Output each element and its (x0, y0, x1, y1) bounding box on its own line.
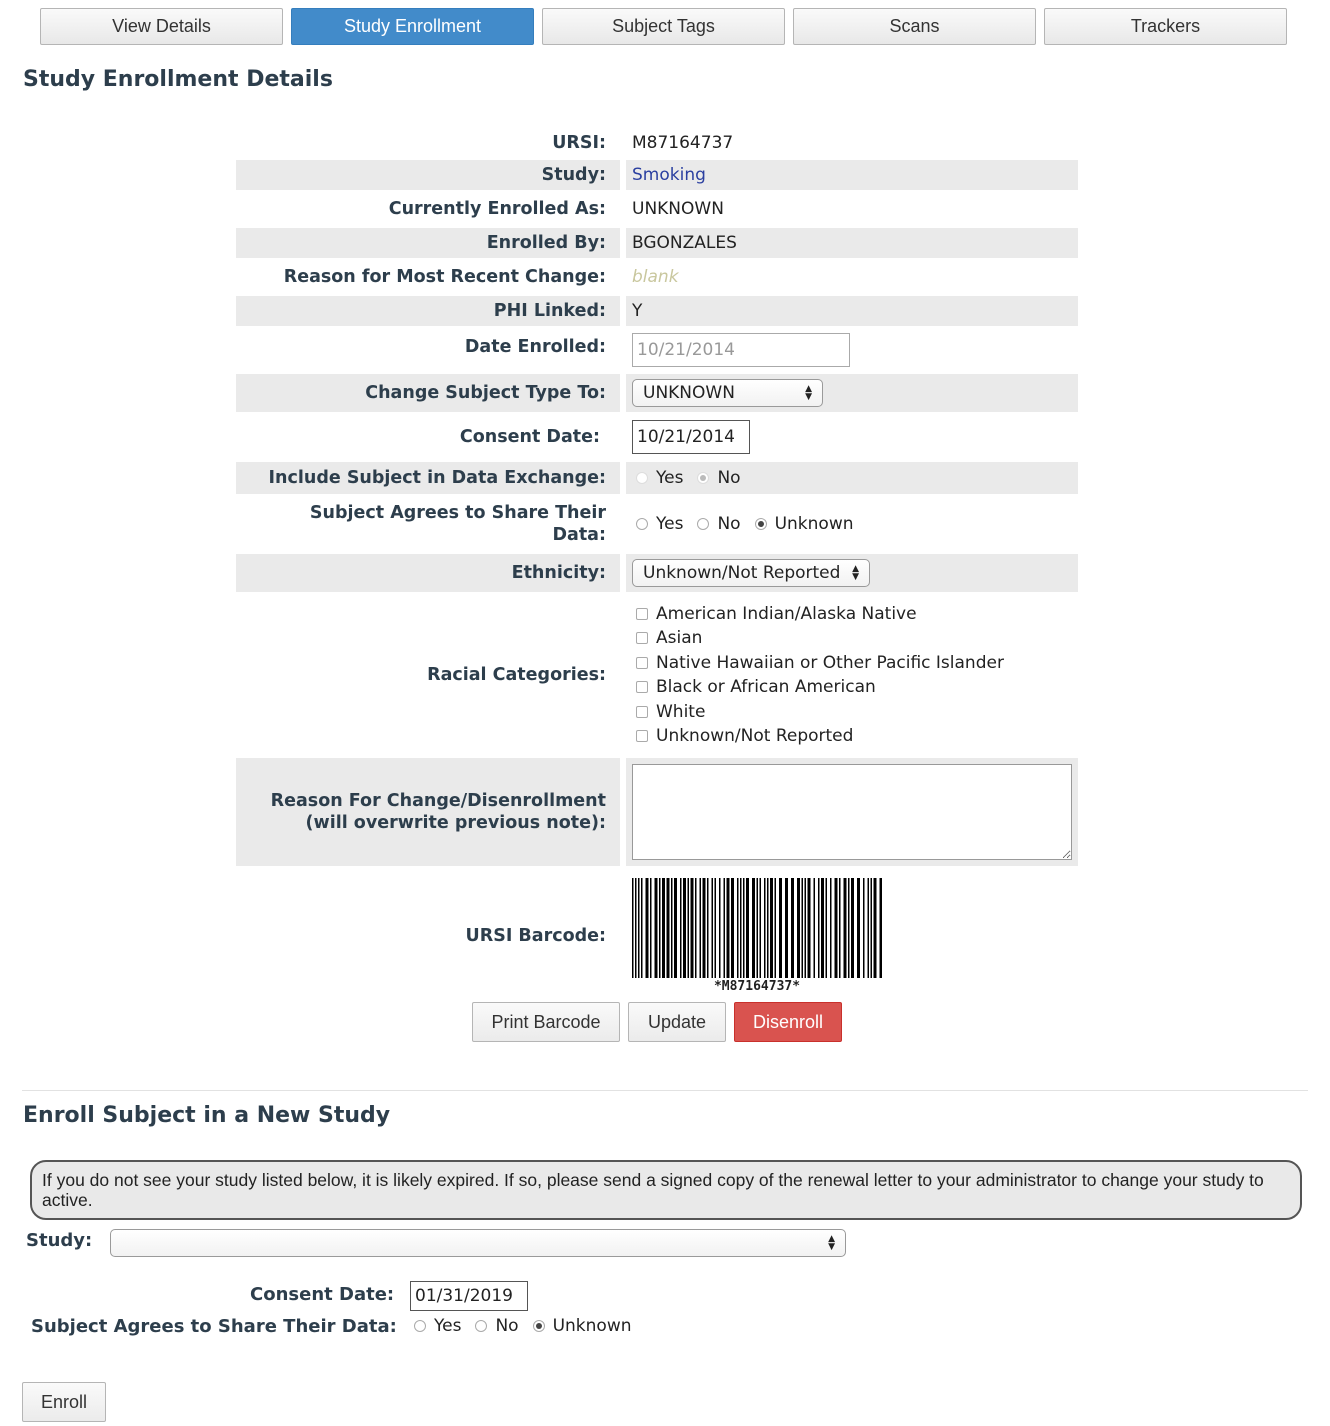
enroll-button[interactable]: Enroll (22, 1382, 106, 1422)
divider (22, 1090, 1308, 1091)
new-share-no-radio[interactable] (475, 1320, 487, 1332)
tab-bar (40, 8, 1287, 45)
tab-scans[interactable]: Scans (793, 8, 1036, 45)
enrolled-by-label: Enrolled By: (236, 228, 620, 258)
exchange-yes-radio[interactable] (636, 472, 648, 484)
exchange-no-radio[interactable] (697, 472, 709, 484)
share-no-radio[interactable] (697, 518, 709, 530)
enrollment-details-form: URSI: M87164737 Study: Smoking Currently Enrolled As: UNKNOWN Enrolled By: BGONZALES Reason for Most Recent Change: blank PHI Linked: Y Date Enrolled: 10/21/2014 Change Subject Type To: UNKNOWN ▲ ▼ Consent Date: 10/21/2014 Include Subject in Data Exchange: Yes No Subject Agrees to Share Their Data: Yes No Unknown Ethnicity: Unknown/Not Reported ▲ ▼ Racial Categories: American Indian/Alaska Native Asian Native Hawaiian or Other Pacific Islander Black or African American White Unknown/Not Reported Reason For Change/Disenrollment (will overwrite previous note): URSI Barcode: *M87164737* (236, 126, 1078, 1002)
enrolled-as-label: Currently Enrolled As: (388, 199, 606, 219)
change-type-label: Change Subject Type To: (236, 374, 620, 412)
phi-value: Y (626, 296, 1078, 326)
new-study-label: Study: (26, 1230, 93, 1251)
reason-recent-value: blank (632, 267, 679, 287)
consent-date-input[interactable]: 10/21/2014 (632, 420, 750, 454)
race-checkbox[interactable] (636, 730, 648, 742)
ethnicity-label: Ethnicity: (236, 554, 620, 592)
share-data-label: Subject Agrees to Share Their Data: (309, 503, 606, 545)
racial-categories-label: Racial Categories: (427, 665, 606, 685)
new-share-label: Subject Agrees to Share Their Data: (31, 1316, 397, 1337)
barcode-text: *M87164737* (713, 979, 801, 994)
data-exchange-label: Include Subject in Data Exchange: (236, 462, 620, 494)
race-checkbox[interactable] (636, 657, 648, 669)
date-enrolled-label: Date Enrolled: (464, 337, 606, 357)
ursi-barcode (632, 878, 882, 978)
reason-change-label: Reason For Change/Disenrollment (will overwrite previous note): (236, 758, 620, 866)
barcode-label: URSI Barcode: (465, 926, 606, 946)
expired-study-note: If you do not see your study listed below, it is likely expired. If so, please send a signed copy of the renewal letter to your administrator to change your study to active. (30, 1160, 1302, 1220)
tab-view-details[interactable]: View Details (40, 8, 283, 45)
new-consent-label: Consent Date: (250, 1284, 395, 1305)
share-unknown-radio[interactable] (755, 518, 767, 530)
reason-change-textarea[interactable] (632, 764, 1072, 860)
print-barcode-button[interactable]: Print Barcode (472, 1002, 620, 1042)
race-checkbox[interactable] (636, 681, 648, 693)
new-consent-input[interactable]: 01/31/2019 (410, 1281, 528, 1311)
new-study-select[interactable] (110, 1229, 846, 1257)
tab-subject-tags[interactable]: Subject Tags (542, 8, 785, 45)
new-share-yes-radio[interactable] (414, 1320, 426, 1332)
enrolled-by-value: BGONZALES (626, 228, 1078, 258)
select-arrows-icon: ▲ ▼ (805, 384, 812, 402)
race-checkbox[interactable] (636, 632, 648, 644)
new-share-radios: Yes No Unknown (410, 1314, 642, 1338)
reason-recent-label: Reason for Most Recent Change: (283, 267, 606, 287)
tab-study-enrollment[interactable]: Study Enrollment (291, 8, 534, 45)
section-title-enrollment-details: Study Enrollment Details (23, 67, 333, 92)
share-yes-radio[interactable] (636, 518, 648, 530)
study-label: Study: (236, 160, 620, 190)
new-share-unknown-radio[interactable] (533, 1320, 545, 1332)
change-type-select[interactable]: UNKNOWN ▲ ▼ (632, 379, 823, 407)
select-arrows-icon: ▲ ▼ (852, 564, 859, 582)
tab-trackers[interactable]: Trackers (1044, 8, 1287, 45)
ursi-value: M87164737 (632, 133, 734, 153)
study-link[interactable]: Smoking (632, 165, 706, 185)
ethnicity-select[interactable]: Unknown/Not Reported ▲ ▼ (632, 559, 870, 587)
section-title-new-study: Enroll Subject in a New Study (23, 1103, 391, 1128)
consent-date-label: Consent Date: (459, 427, 600, 447)
date-enrolled-input[interactable]: 10/21/2014 (632, 333, 850, 367)
update-button[interactable]: Update (628, 1002, 726, 1042)
select-arrows-icon: ▲ ▼ (828, 1234, 835, 1252)
race-checkbox[interactable] (636, 706, 648, 718)
phi-label: PHI Linked: (236, 296, 620, 326)
ursi-label: URSI: (552, 133, 606, 153)
disenroll-button[interactable]: Disenroll (734, 1002, 842, 1042)
race-checkbox[interactable] (636, 608, 648, 620)
enrolled-as-value: UNKNOWN (632, 199, 724, 219)
